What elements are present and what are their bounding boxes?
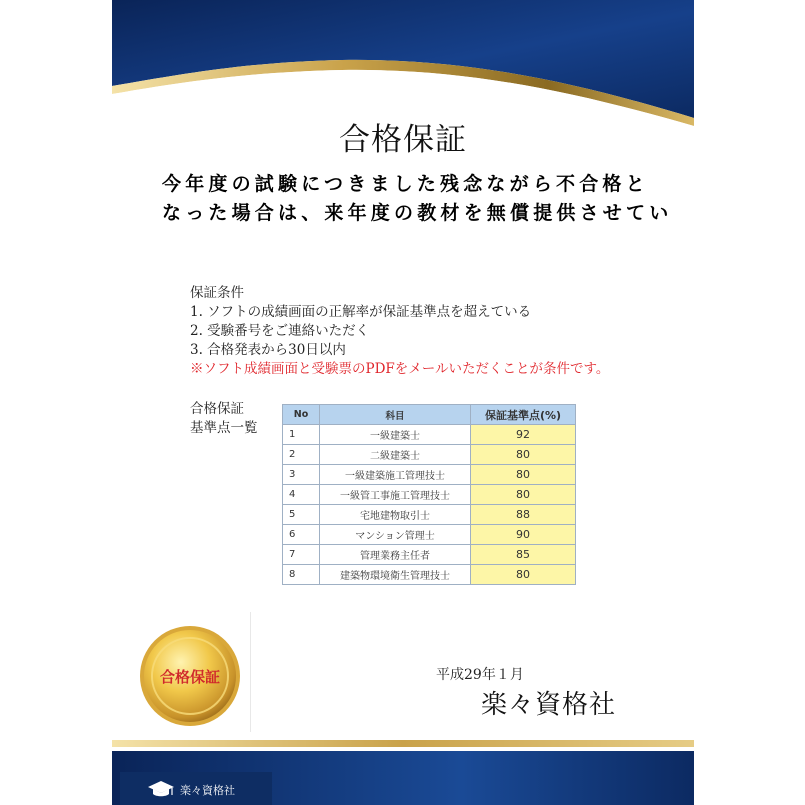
conditions-heading: 保証条件 bbox=[190, 285, 244, 301]
row-no: 7 bbox=[283, 545, 320, 565]
row-subject: マンション管理士 bbox=[320, 525, 471, 545]
lead-text bbox=[162, 170, 672, 228]
table-row bbox=[283, 445, 576, 465]
row-score: 88 bbox=[471, 505, 576, 525]
row-no: 5 bbox=[283, 505, 320, 525]
row-subject: 二級建築士 bbox=[320, 445, 471, 465]
table-header-row bbox=[283, 405, 576, 425]
condition-item-3: 3. 合格発表から30日以内 bbox=[190, 342, 346, 358]
row-subject: 一級建築施工管理技士 bbox=[320, 465, 471, 485]
logo-text: 楽々資格社 bbox=[180, 784, 235, 797]
gold-seal bbox=[134, 620, 246, 732]
page-title: 合格保証 bbox=[339, 122, 467, 158]
row-no: 1 bbox=[283, 425, 320, 445]
table-row bbox=[283, 505, 576, 525]
table-row bbox=[283, 465, 576, 485]
standards-label-line-2: 基準点一覧 bbox=[190, 420, 258, 436]
row-score: 80 bbox=[471, 485, 576, 505]
company-name: 楽々資格社 bbox=[481, 690, 617, 720]
row-subject: 建築物環境衛生管理技士 bbox=[320, 565, 471, 585]
conditions-block bbox=[190, 284, 609, 379]
header-subject: 科目 bbox=[320, 405, 471, 425]
condition-item-1: 1. ソフトの成績画面の正解率が保証基準点を超えている bbox=[190, 304, 532, 320]
issue-date: 平成29年１月 bbox=[436, 667, 524, 683]
row-subject: 管理業務主任者 bbox=[320, 545, 471, 565]
condition-item-2: 2. 受験番号をご連絡いただく bbox=[190, 323, 370, 339]
row-score: 90 bbox=[471, 525, 576, 545]
row-no: 2 bbox=[283, 445, 320, 465]
row-no: 6 bbox=[283, 525, 320, 545]
header-score: 保証基準点(%) bbox=[471, 405, 576, 425]
seal-text: 合格保証 bbox=[159, 668, 221, 686]
lead-line-1: 今年度の試験につきました残念ながら不合格と bbox=[162, 173, 649, 195]
lead-line-2: なった場合は、来年度の教材を無償提供させてい bbox=[162, 202, 673, 224]
row-no: 4 bbox=[283, 485, 320, 505]
row-no: 3 bbox=[283, 465, 320, 485]
conditions-note: ※ソフト成績画面と受験票のPDFをメールいただくことが条件です。 bbox=[190, 361, 610, 377]
standards-table bbox=[282, 404, 576, 585]
standards-label-line-1: 合格保証 bbox=[190, 401, 244, 417]
table-row bbox=[283, 565, 576, 585]
row-subject: 一級建築士 bbox=[320, 425, 471, 445]
table-row bbox=[283, 485, 576, 505]
row-no: 8 bbox=[283, 565, 320, 585]
table-row bbox=[283, 525, 576, 545]
row-subject: 一級管工事施工管理技士 bbox=[320, 485, 471, 505]
row-score: 80 bbox=[471, 565, 576, 585]
standards-label bbox=[190, 400, 280, 438]
row-score: 92 bbox=[471, 425, 576, 445]
row-score: 80 bbox=[471, 445, 576, 465]
table-row bbox=[283, 545, 576, 565]
certificate-page bbox=[112, 0, 694, 805]
table-row bbox=[283, 425, 576, 445]
graduation-cap-icon bbox=[146, 778, 176, 800]
row-subject: 宅地建物取引士 bbox=[320, 505, 471, 525]
row-score: 80 bbox=[471, 465, 576, 485]
header-no: No bbox=[283, 405, 320, 425]
row-score: 85 bbox=[471, 545, 576, 565]
